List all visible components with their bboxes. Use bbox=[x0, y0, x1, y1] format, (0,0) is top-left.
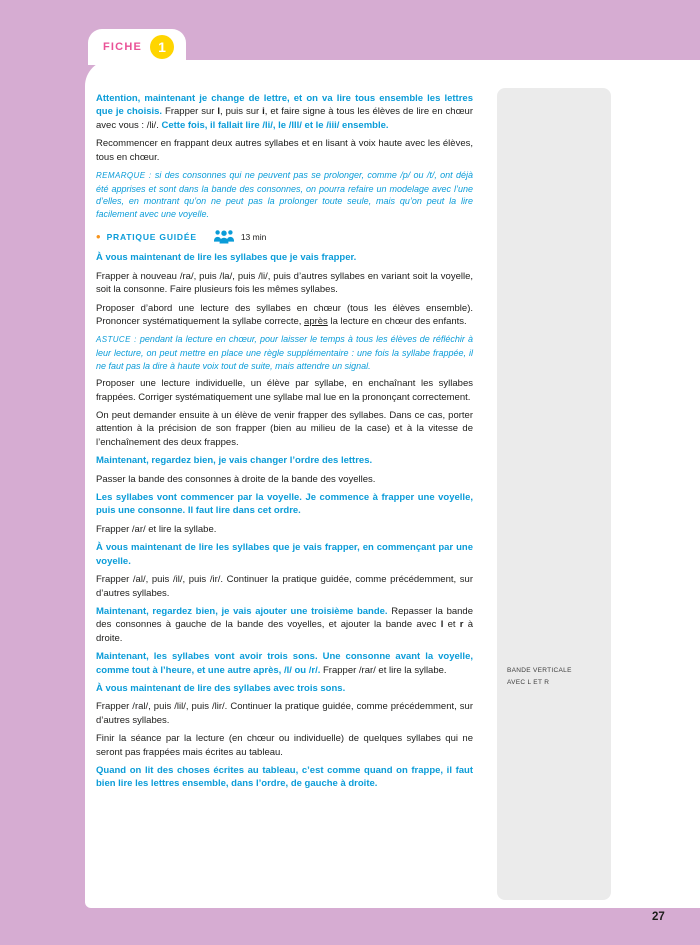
text-run: à droite. bbox=[96, 619, 473, 644]
text-run: l bbox=[217, 106, 221, 118]
section-heading bbox=[96, 229, 473, 244]
paragraph bbox=[96, 302, 473, 329]
fiche-number-badge: 1 bbox=[150, 35, 174, 59]
text-run: Frapper à nouveau /ra/, puis /la/, puis /li/, puis d’autres syllabes en variant soit la voyelle, soit la consonne. Faire plusieurs fois les mêmes syllabes. bbox=[96, 270, 473, 296]
paragraph bbox=[96, 473, 473, 486]
paragraph bbox=[96, 92, 473, 132]
text-run: Les syllabes vont commencer par la voyelle. Je commence à frapper une voyelle, puis une consonne. Il faut lire dans cet ordre. bbox=[96, 492, 473, 517]
text-run: après bbox=[304, 316, 328, 328]
paragraph bbox=[96, 650, 473, 677]
text-run: Repasser la bande des consonnes à gauche de la bande des voyelles, et ajouter la bande avec bbox=[96, 605, 474, 631]
illustration-caption bbox=[507, 665, 602, 688]
text-run: , puis sur bbox=[220, 106, 263, 118]
text-run: On peut demander ensuite à un élève de venir frapper des syllabes. Dans ce cas, porter attention à la précision de son frapper (bien au milieu de la case) et à la vitesse de l’enchaînement des deux frappes. bbox=[96, 410, 473, 448]
text-run: Cette fois, il fallait lire /li/, le /lll/ et le /iii/ ensemble. bbox=[161, 119, 389, 131]
text-run: la lecture en chœur des enfants. bbox=[327, 316, 467, 328]
fiche-label: FICHE bbox=[103, 41, 142, 53]
text-run: Attention, maintenant je change de lettre, et on va lire tous ensemble les lettres que je choisis. bbox=[96, 93, 473, 118]
paragraph bbox=[96, 605, 473, 645]
page-number: 27 bbox=[652, 911, 665, 923]
text-run: Frapper /al/, puis /il/, puis /ir/. Continuer la pratique guidée, comme précédemment, sur d’autres syllabes. bbox=[96, 574, 473, 599]
group-icon bbox=[213, 229, 235, 244]
text-run: Maintenant, regardez bien, je vais ajouter une troisième bande. bbox=[96, 605, 392, 617]
text-run: À vous maintenant de lire les syllabes que je vais frapper. bbox=[96, 252, 357, 264]
section-heading-label: PRATIQUE GUIDÉE bbox=[106, 231, 197, 242]
paragraph bbox=[96, 454, 473, 467]
text-run: À vous maintenant de lire les syllabes que je vais frapper, en commençant par une voyelle. bbox=[96, 542, 473, 567]
paragraph bbox=[96, 491, 473, 518]
text-run: pendant la lecture en chœur, pour laisser le temps à tous les élèves de réfléchir à leur lecture, on peut mettre en place une règle supplémentaire : une fois la syllabe frappée, il ne faut pas la dire à haute voix tout de suite, mais attendre un signal. bbox=[96, 334, 474, 371]
text-run: Maintenant, les syllabes vont avoir trois sons. Une consonne avant la voyelle, comme tout à l’heure, et une autre après, /l/ ou /r/. bbox=[96, 651, 473, 676]
text-run: REMARQUE : bbox=[96, 171, 155, 181]
illustration-caption-line: AVEC L ET R bbox=[507, 678, 550, 686]
text-run: Proposer une lecture individuelle, un élève par syllabe, en enchaînant les syllabes frappées. Corriger systématiquement une syllabe mal lue en la prononçant correctement. bbox=[96, 378, 473, 403]
paragraph bbox=[96, 732, 473, 759]
text-run: Proposer d’abord une lecture des syllabes en chœur (tous les élèves ensemble). Prononcer systématiquement la syllabe correcte, bbox=[96, 302, 473, 328]
fiche-tab bbox=[88, 29, 186, 65]
text-run: Finir la séance par la lecture (en chœur ou individuelle) de quelques syllabes qui ne seront pas frappées mais écrites au tableau. bbox=[96, 733, 473, 758]
paragraph bbox=[96, 270, 473, 297]
text-run: Frapper sur bbox=[165, 106, 218, 118]
text-run: ASTUCE : bbox=[96, 335, 140, 345]
text-run: si des consonnes qui ne peuvent pas se prolonger, comme /p/ ou /t/, ont déjà été apprises et sont dans la bande des consonnes, on pourra refaire un modelage avec l’une d’elles, en montrant qu’on ne peut pas la prolonger toute seule, mais qu’on peut la lire facilement avec une voyelle. bbox=[96, 170, 473, 219]
illustration-placeholder bbox=[497, 88, 611, 900]
content-column bbox=[96, 92, 473, 796]
text-run: Maintenant, regardez bien, je vais changer l’ordre des lettres. bbox=[96, 455, 373, 467]
paragraph bbox=[96, 682, 473, 695]
paragraph bbox=[96, 137, 473, 164]
paragraph bbox=[96, 377, 473, 404]
text-run: r bbox=[459, 619, 464, 631]
paragraph bbox=[96, 541, 473, 568]
note-paragraph bbox=[96, 333, 473, 372]
text-run: Frapper /ar/ et lire la syllabe. bbox=[96, 523, 217, 535]
note-paragraph bbox=[96, 169, 473, 220]
text-run: , et faire signe à tous les élèves de lire en chœur avec vous : /li/. bbox=[96, 106, 474, 131]
text-run: Recommencer en frappant deux autres syllabes et en lisant à voix haute avec les élèves, tous en chœur. bbox=[96, 138, 473, 163]
bullet-icon: • bbox=[96, 229, 101, 245]
paragraph bbox=[96, 409, 473, 449]
paragraph bbox=[96, 764, 473, 791]
text-run: Frapper /rar/ et lire la syllabe. bbox=[323, 664, 447, 676]
text-run: Passer la bande des consonnes à droite de la bande des voyelles. bbox=[96, 473, 376, 485]
paragraph bbox=[96, 523, 473, 536]
paragraph bbox=[96, 251, 473, 264]
paragraph bbox=[96, 700, 473, 727]
paragraph bbox=[96, 573, 473, 600]
illustration-caption-line: BANDE VERTICALE bbox=[507, 667, 572, 674]
text-run: À vous maintenant de lire des syllabes avec trois sons. bbox=[96, 682, 346, 694]
duration-label: 13 min bbox=[240, 231, 267, 242]
text-run: Quand on lit des choses écrites au tableau, c’est comme quand on frappe, il faut bien lire les lettres ensemble, dans l’ordre, de gauche à droite. bbox=[96, 764, 473, 790]
text-run: i bbox=[262, 106, 265, 118]
text-run: l bbox=[440, 619, 444, 631]
text-run: Frapper /ral/, puis /lil/, puis /lir/. Continuer la pratique guidée, comme précédemment, sur d’autres syllabes. bbox=[96, 701, 473, 726]
text-run: et bbox=[443, 619, 460, 631]
page bbox=[85, 60, 700, 908]
